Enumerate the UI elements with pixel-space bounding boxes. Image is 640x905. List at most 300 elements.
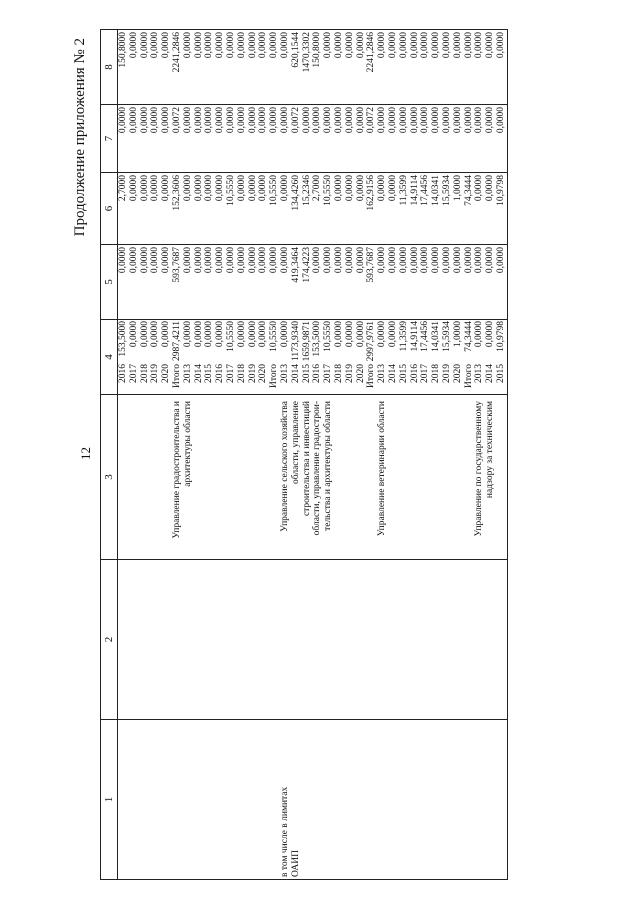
cell-federal: 0,0000 [420, 245, 431, 320]
cell-other: 0,0000 [237, 30, 248, 105]
cell-year: 2016 [312, 364, 323, 383]
cell-total: 0,0000 [474, 321, 485, 348]
cell-year: 2013 [182, 364, 193, 383]
column-header-5: 5 [101, 245, 118, 320]
cell-federal: 0,0000 [204, 245, 215, 320]
table-row [431, 30, 442, 880]
table-row [388, 30, 399, 880]
cell-description [161, 720, 172, 880]
table-row [150, 30, 161, 880]
cell-description [464, 720, 475, 880]
cell-year: 2019 [344, 364, 355, 383]
cell-local: 0,0000 [323, 105, 334, 173]
table-row [464, 30, 475, 880]
cell-notes [356, 560, 367, 720]
cell-year-total [172, 320, 183, 395]
cell-regional: 162,9156 [366, 173, 377, 245]
cell-notes [194, 560, 205, 720]
cell-year: 2013 [377, 364, 388, 383]
cell-total: 10,5550 [323, 321, 334, 352]
cell-regional: 2,7000 [118, 173, 129, 245]
cell-description: в том числе в лимитах [280, 720, 291, 880]
cell-federal: 0,0000 [496, 245, 507, 320]
cell-total: 2987,4211 [171, 321, 182, 362]
cell-notes [172, 560, 183, 720]
cell-year-total [226, 320, 237, 395]
cell-local: 0,0072 [172, 105, 183, 173]
cell-federal: 0,0000 [258, 245, 269, 320]
cell-other: 620,1544 [291, 30, 302, 105]
cell-year-total [464, 320, 475, 395]
cell-responsible-body [269, 395, 280, 560]
cell-regional: 10,5550 [226, 173, 237, 245]
cell-federal: 0,0000 [334, 245, 345, 320]
cell-responsible-body [237, 395, 248, 560]
cell-other: 1470,3302 [302, 30, 313, 105]
cell-year-total [194, 320, 205, 395]
cell-federal: 593,7687 [172, 245, 183, 320]
cell-notes [161, 560, 172, 720]
cell-responsible-body: строительства и инвестиций [302, 395, 313, 560]
cell-year-total [269, 320, 280, 395]
cell-notes [345, 560, 356, 720]
cell-total: 0,0000 [161, 321, 172, 348]
cell-description [194, 720, 205, 880]
table-row [345, 30, 356, 880]
cell-notes [248, 560, 259, 720]
cell-local: 0,0000 [269, 105, 280, 173]
cell-description [388, 720, 399, 880]
cell-federal: 419,3464 [291, 245, 302, 320]
cell-total: 1659,9871 [301, 321, 312, 362]
cell-description [258, 720, 269, 880]
cell-year-total [248, 320, 259, 395]
cell-description [129, 720, 140, 880]
cell-federal: 0,0000 [183, 245, 194, 320]
cell-year-total [129, 320, 140, 395]
cell-year: 2014 [387, 364, 398, 383]
cell-total: 0,0000 [333, 321, 344, 348]
cell-regional: 2,7000 [312, 173, 323, 245]
cell-year-total [204, 320, 215, 395]
rotated-page [72, 30, 640, 880]
cell-description [204, 720, 215, 880]
column-header-4: 4 [101, 320, 118, 395]
cell-local: 0,0000 [464, 105, 475, 173]
cell-local: 0,0072 [366, 105, 377, 173]
cell-responsible-body [140, 395, 151, 560]
cell-year-total [312, 320, 323, 395]
cell-year-total [410, 320, 421, 395]
cell-description [410, 720, 421, 880]
cell-year-total [150, 320, 161, 395]
cell-regional: 17,4456 [420, 173, 431, 245]
cell-local: 0,0000 [345, 105, 356, 173]
cell-notes [496, 560, 507, 720]
cell-local: 0,0000 [248, 105, 259, 173]
cell-federal: 174,4223 [302, 245, 313, 320]
cell-description [496, 720, 507, 880]
cell-description [118, 720, 129, 880]
cell-total: 0,0000 [204, 321, 215, 348]
cell-regional: 0,0000 [215, 173, 226, 245]
cell-total: 14,9114 [409, 321, 420, 352]
table-row [280, 30, 291, 880]
cell-description [172, 720, 183, 880]
cell-year-total [118, 320, 129, 395]
cell-regional: 0,0000 [345, 173, 356, 245]
cell-regional: 0,0000 [485, 173, 496, 245]
cell-regional: 10,5550 [269, 173, 280, 245]
cell-federal: 0,0000 [237, 245, 248, 320]
cell-description [420, 720, 431, 880]
cell-notes [269, 560, 280, 720]
cell-notes [291, 560, 302, 720]
cell-year-total [420, 320, 431, 395]
cell-notes [420, 560, 431, 720]
cell-description [150, 720, 161, 880]
cell-description [302, 720, 313, 880]
cell-other: 0,0000 [258, 30, 269, 105]
cell-local: 0,0000 [258, 105, 269, 173]
cell-total: 10,9798 [495, 321, 506, 352]
cell-year-total [485, 320, 496, 395]
cell-description [248, 720, 259, 880]
cell-regional: 0,0000 [204, 173, 215, 245]
cell-responsible-body [496, 395, 507, 560]
cell-total: 0,0000 [377, 321, 388, 348]
cell-total: 0,0000 [128, 321, 139, 348]
cell-total: 0,0000 [387, 321, 398, 348]
cell-responsible-body [410, 395, 421, 560]
cell-responsible-body: Управление сельского хозяйства [280, 395, 291, 560]
cell-responsible-body: области, управление градострои- [312, 395, 323, 560]
cell-federal: 0,0000 [226, 245, 237, 320]
table-row [377, 30, 388, 880]
cell-total: 0,0000 [182, 321, 193, 348]
cell-federal: 0,0000 [453, 245, 464, 320]
cell-year-total [334, 320, 345, 395]
column-header-8: 8 [101, 30, 118, 105]
cell-other: 0,0000 [410, 30, 421, 105]
cell-total: 0,0000 [139, 321, 150, 348]
cell-year-total [323, 320, 334, 395]
cell-year-total [442, 320, 453, 395]
column-header-2: 2 [101, 560, 118, 720]
cell-local: 0,0000 [161, 105, 172, 173]
cell-total: 74,3444 [463, 321, 474, 352]
cell-notes [464, 560, 475, 720]
cell-responsible-body [129, 395, 140, 560]
table-row [237, 30, 248, 880]
table-row [453, 30, 464, 880]
cell-regional: 0,0000 [377, 173, 388, 245]
cell-other: 0,0000 [377, 30, 388, 105]
cell-year-total [345, 320, 356, 395]
table-row [366, 30, 377, 880]
cell-total: 10,5550 [269, 321, 280, 352]
cell-year: 2013 [474, 364, 485, 383]
cell-description [399, 720, 410, 880]
cell-notes [118, 560, 129, 720]
cell-federal: 0,0000 [485, 245, 496, 320]
page-number: 12 [78, 447, 93, 460]
column-header-3: 3 [101, 395, 118, 560]
table-row [204, 30, 215, 880]
cell-regional: 10,9798 [496, 173, 507, 245]
cell-other: 0,0000 [269, 30, 280, 105]
cell-federal: 0,0000 [377, 245, 388, 320]
cell-federal: 0,0000 [161, 245, 172, 320]
cell-description [183, 720, 194, 880]
cell-local: 0,0000 [431, 105, 442, 173]
cell-responsible-body [345, 395, 356, 560]
cell-year-total [388, 320, 399, 395]
cell-total: 0,0000 [279, 321, 290, 348]
cell-total: 11,3599 [398, 321, 409, 352]
cell-regional: 0,0000 [129, 173, 140, 245]
cell-other: 0,0000 [485, 30, 496, 105]
cell-notes [323, 560, 334, 720]
cell-federal: 0,0000 [410, 245, 421, 320]
cell-responsible-body: тельства и архитектуры области [323, 395, 334, 560]
cell-description [356, 720, 367, 880]
cell-other: 0,0000 [150, 30, 161, 105]
cell-total: 0,0000 [215, 321, 226, 348]
cell-local: 0,0000 [194, 105, 205, 173]
cell-responsible-body: области, управление [291, 395, 302, 560]
cell-notes [226, 560, 237, 720]
cell-local: 0,0000 [118, 105, 129, 173]
cell-local: 0,0000 [204, 105, 215, 173]
cell-notes [140, 560, 151, 720]
cell-notes [204, 560, 215, 720]
cell-year-total [183, 320, 194, 395]
cell-regional: 0,0000 [140, 173, 151, 245]
cell-notes [129, 560, 140, 720]
cell-federal: 0,0000 [150, 245, 161, 320]
cell-year: 2017 [225, 364, 236, 383]
cell-other: 0,0000 [474, 30, 485, 105]
cell-other: 0,0000 [334, 30, 345, 105]
cell-year-total [140, 320, 151, 395]
cell-responsible-body [161, 395, 172, 560]
cell-responsible-body [215, 395, 226, 560]
table-row [129, 30, 140, 880]
cell-description [485, 720, 496, 880]
table-row [312, 30, 323, 880]
cell-other: 0,0000 [431, 30, 442, 105]
cell-federal: 0,0000 [323, 245, 334, 320]
cell-responsible-body [118, 395, 129, 560]
cell-federal: 0,0000 [140, 245, 151, 320]
cell-other: 150,8000 [312, 30, 323, 105]
column-header-6: 6 [101, 173, 118, 245]
cell-responsible-body [420, 395, 431, 560]
cell-year-total [453, 320, 464, 395]
cell-total: 14,0341 [431, 321, 442, 352]
cell-year: 2019 [247, 364, 258, 383]
table-row [269, 30, 280, 880]
cell-notes [302, 560, 313, 720]
cell-year: Итого [269, 364, 280, 389]
cell-notes [366, 560, 377, 720]
cell-regional: 134,4260 [291, 173, 302, 245]
cell-year: 2017 [420, 364, 431, 383]
table-row [248, 30, 259, 880]
cell-other: 0,0000 [129, 30, 140, 105]
cell-responsible-body [258, 395, 269, 560]
cell-responsible-body [366, 395, 377, 560]
cell-federal: 0,0000 [442, 245, 453, 320]
cell-responsible-body [442, 395, 453, 560]
cell-other: 2241,2846 [366, 30, 377, 105]
cell-notes [215, 560, 226, 720]
cell-notes [183, 560, 194, 720]
cell-federal: 0,0000 [474, 245, 485, 320]
cell-year: Итого [366, 364, 377, 389]
cell-regional: 0,0000 [280, 173, 291, 245]
cell-regional: 0,0000 [356, 173, 367, 245]
cell-federal: 0,0000 [194, 245, 205, 320]
cell-notes [485, 560, 496, 720]
cell-description [377, 720, 388, 880]
cell-total: 0,0000 [485, 321, 496, 348]
cell-other: 0,0000 [280, 30, 291, 105]
table-row [291, 30, 302, 880]
cell-other: 0,0000 [215, 30, 226, 105]
cell-regional: 0,0000 [161, 173, 172, 245]
table-row [356, 30, 367, 880]
cell-other: 150,8000 [118, 30, 129, 105]
table-row [399, 30, 410, 880]
column-header-1: 1 [101, 720, 118, 880]
cell-other: 2241,2846 [172, 30, 183, 105]
cell-local: 0,0072 [291, 105, 302, 173]
cell-responsible-body [150, 395, 161, 560]
cell-notes [474, 560, 485, 720]
cell-responsible-body [356, 395, 367, 560]
cell-year-total [399, 320, 410, 395]
cell-federal: 0,0000 [215, 245, 226, 320]
cell-other: 0,0000 [420, 30, 431, 105]
cell-year-total [366, 320, 377, 395]
cell-year: 2015 [301, 364, 312, 383]
cell-other: 0,0000 [399, 30, 410, 105]
cell-local: 0,0000 [334, 105, 345, 173]
cell-year-total [431, 320, 442, 395]
cell-year: 2018 [431, 364, 442, 383]
table-row [334, 30, 345, 880]
cell-other: 0,0000 [388, 30, 399, 105]
cell-regional: 0,0000 [194, 173, 205, 245]
cell-local: 0,0000 [442, 105, 453, 173]
table-body [118, 30, 508, 880]
table-row [215, 30, 226, 880]
cell-local: 0,0000 [150, 105, 161, 173]
cell-local: 0,0000 [356, 105, 367, 173]
cell-local: 0,0000 [410, 105, 421, 173]
cell-other: 0,0000 [356, 30, 367, 105]
cell-year: 2015 [398, 364, 409, 383]
cell-local: 0,0000 [312, 105, 323, 173]
cell-regional: 0,0000 [248, 173, 259, 245]
cell-regional: 15,2346 [302, 173, 313, 245]
table-row [172, 30, 183, 880]
cell-year-total [377, 320, 388, 395]
cell-notes [334, 560, 345, 720]
appendix-continuation-title: Продолжение приложения № 2 [72, 38, 88, 237]
cell-federal: 0,0000 [431, 245, 442, 320]
cell-description [442, 720, 453, 880]
cell-notes [453, 560, 464, 720]
cell-description [345, 720, 356, 880]
cell-total: 2997,9761 [366, 321, 377, 362]
cell-responsible-body [431, 395, 442, 560]
cell-other: 0,0000 [194, 30, 205, 105]
cell-other: 0,0000 [442, 30, 453, 105]
table-row [183, 30, 194, 880]
cell-notes [280, 560, 291, 720]
table-row [302, 30, 313, 880]
cell-local: 0,0000 [140, 105, 151, 173]
cell-year: 2016 [409, 364, 420, 383]
cell-regional: 14,0341 [431, 173, 442, 245]
cell-description [140, 720, 151, 880]
cell-notes [399, 560, 410, 720]
cell-year: 2016 [118, 364, 128, 383]
table-row [474, 30, 485, 880]
cell-responsible-body [464, 395, 475, 560]
cell-other: 0,0000 [226, 30, 237, 105]
cell-total: 15,5934 [441, 321, 452, 352]
cell-notes [442, 560, 453, 720]
cell-year: 2018 [139, 364, 150, 383]
column-number-row [101, 30, 118, 880]
cell-year-total [258, 320, 269, 395]
cell-local: 0,0000 [474, 105, 485, 173]
cell-responsible-body: архитектуры области [183, 395, 194, 560]
cell-year: 2014 [485, 364, 496, 383]
cell-notes [150, 560, 161, 720]
cell-year: 2020 [355, 364, 366, 383]
cell-other: 0,0000 [464, 30, 475, 105]
cell-regional: 0,0000 [150, 173, 161, 245]
cell-description [215, 720, 226, 880]
cell-total: 0,0000 [355, 321, 366, 348]
cell-responsible-body [248, 395, 259, 560]
cell-federal: 0,0000 [248, 245, 259, 320]
cell-year: Итого [171, 364, 182, 389]
cell-year: 2018 [333, 364, 344, 383]
cell-responsible-body [399, 395, 410, 560]
cell-regional: 1,0000 [453, 173, 464, 245]
cell-local: 0,0000 [237, 105, 248, 173]
cell-notes [237, 560, 248, 720]
cell-total: 0,0000 [247, 321, 258, 348]
table-row [226, 30, 237, 880]
cell-year-total [161, 320, 172, 395]
cell-local: 0,0000 [388, 105, 399, 173]
cell-year: 2017 [128, 364, 139, 383]
table-row [442, 30, 453, 880]
cell-year-total [215, 320, 226, 395]
table-row [420, 30, 431, 880]
cell-regional: 152,3606 [172, 173, 183, 245]
table-row [323, 30, 334, 880]
cell-year: 2015 [204, 364, 215, 383]
cell-other: 0,0000 [248, 30, 259, 105]
